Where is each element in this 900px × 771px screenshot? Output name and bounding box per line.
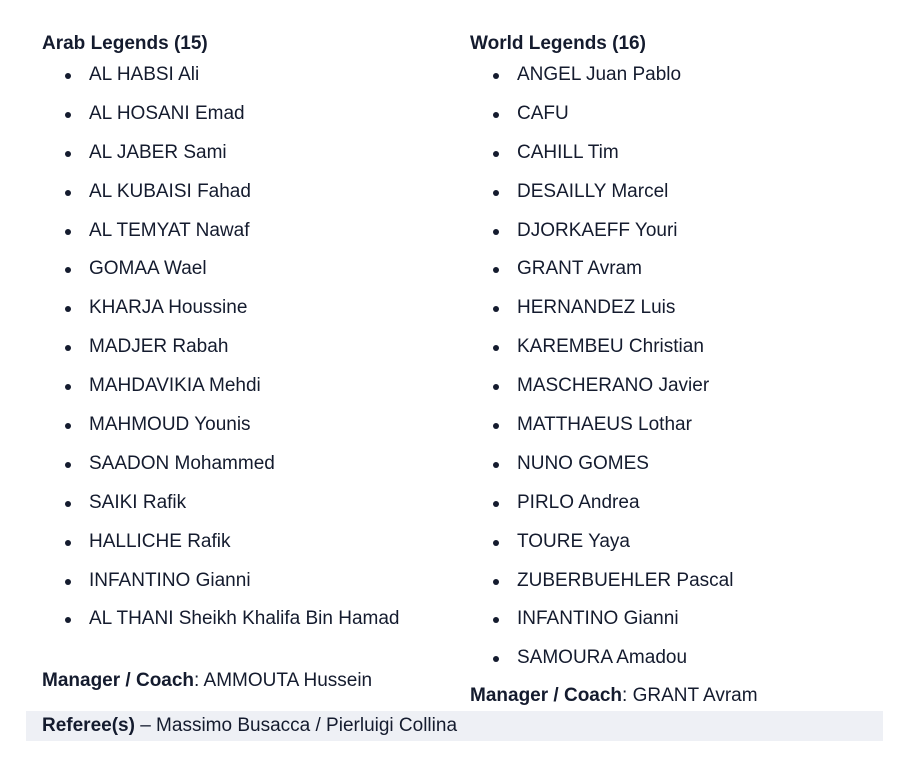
list-item: MADJER Rabah: [42, 328, 452, 367]
list-item: AL THANI Sheikh Khalifa Bin Hamad: [42, 600, 452, 639]
list-item: CAHILL Tim: [470, 134, 890, 173]
list-item: MAHMOUD Younis: [42, 406, 452, 445]
world-legends-heading: World Legends (16): [470, 33, 646, 54]
world-manager-label: Manager / Coach: [470, 685, 623, 706]
arab-legends-list: [42, 56, 452, 639]
list-item: GRANT Avram: [470, 250, 890, 289]
list-item: DESAILLY Marcel: [470, 173, 890, 212]
list-item: INFANTINO Gianni: [42, 562, 452, 601]
list-item: SAIKI Rafik: [42, 484, 452, 523]
list-item: CAFU: [470, 95, 890, 134]
list-item: PIRLO Andrea: [470, 484, 890, 523]
list-item: AL HABSI Ali: [42, 56, 452, 95]
list-item: KAREMBEU Christian: [470, 328, 890, 367]
list-item: AL JABER Sami: [42, 134, 452, 173]
list-item: ZUBERBUEHLER Pascal: [470, 562, 890, 601]
list-item: MASCHERANO Javier: [470, 367, 890, 406]
arab-manager-name: : AMMOUTA Hussein: [194, 670, 373, 691]
referee-label: Referee(s): [42, 715, 135, 736]
arab-manager-line: [42, 670, 372, 692]
list-item: ANGEL Juan Pablo: [470, 56, 890, 95]
list-item: SAMOURA Amadou: [470, 639, 890, 678]
list-item: MAHDAVIKIA Mehdi: [42, 367, 452, 406]
list-item: DJORKAEFF Youri: [470, 212, 890, 251]
world-manager-name: : GRANT Avram: [622, 685, 758, 706]
arab-legends-heading: Arab Legends (15): [42, 33, 208, 54]
arab-manager-label: Manager / Coach: [42, 670, 195, 691]
world-legends-section: [470, 31, 890, 678]
list-item: HALLICHE Rafik: [42, 523, 452, 562]
list-item: GOMAA Wael: [42, 250, 452, 289]
referee-bar: [26, 711, 883, 741]
list-item: NUNO GOMES: [470, 445, 890, 484]
list-item: AL TEMYAT Nawaf: [42, 212, 452, 251]
arab-legends-section: [42, 31, 452, 639]
world-manager-line: [470, 685, 758, 707]
world-legends-list: [470, 56, 890, 678]
list-item: AL HOSANI Emad: [42, 95, 452, 134]
list-item: TOURE Yaya: [470, 523, 890, 562]
list-item: HERNANDEZ Luis: [470, 289, 890, 328]
list-item: KHARJA Houssine: [42, 289, 452, 328]
list-item: AL KUBAISI Fahad: [42, 173, 452, 212]
referee-names: – Massimo Busacca / Pierluigi Collina: [134, 715, 458, 736]
list-item: MATTHAEUS Lothar: [470, 406, 890, 445]
list-item: INFANTINO Gianni: [470, 600, 890, 639]
list-item: SAADON Mohammed: [42, 445, 452, 484]
